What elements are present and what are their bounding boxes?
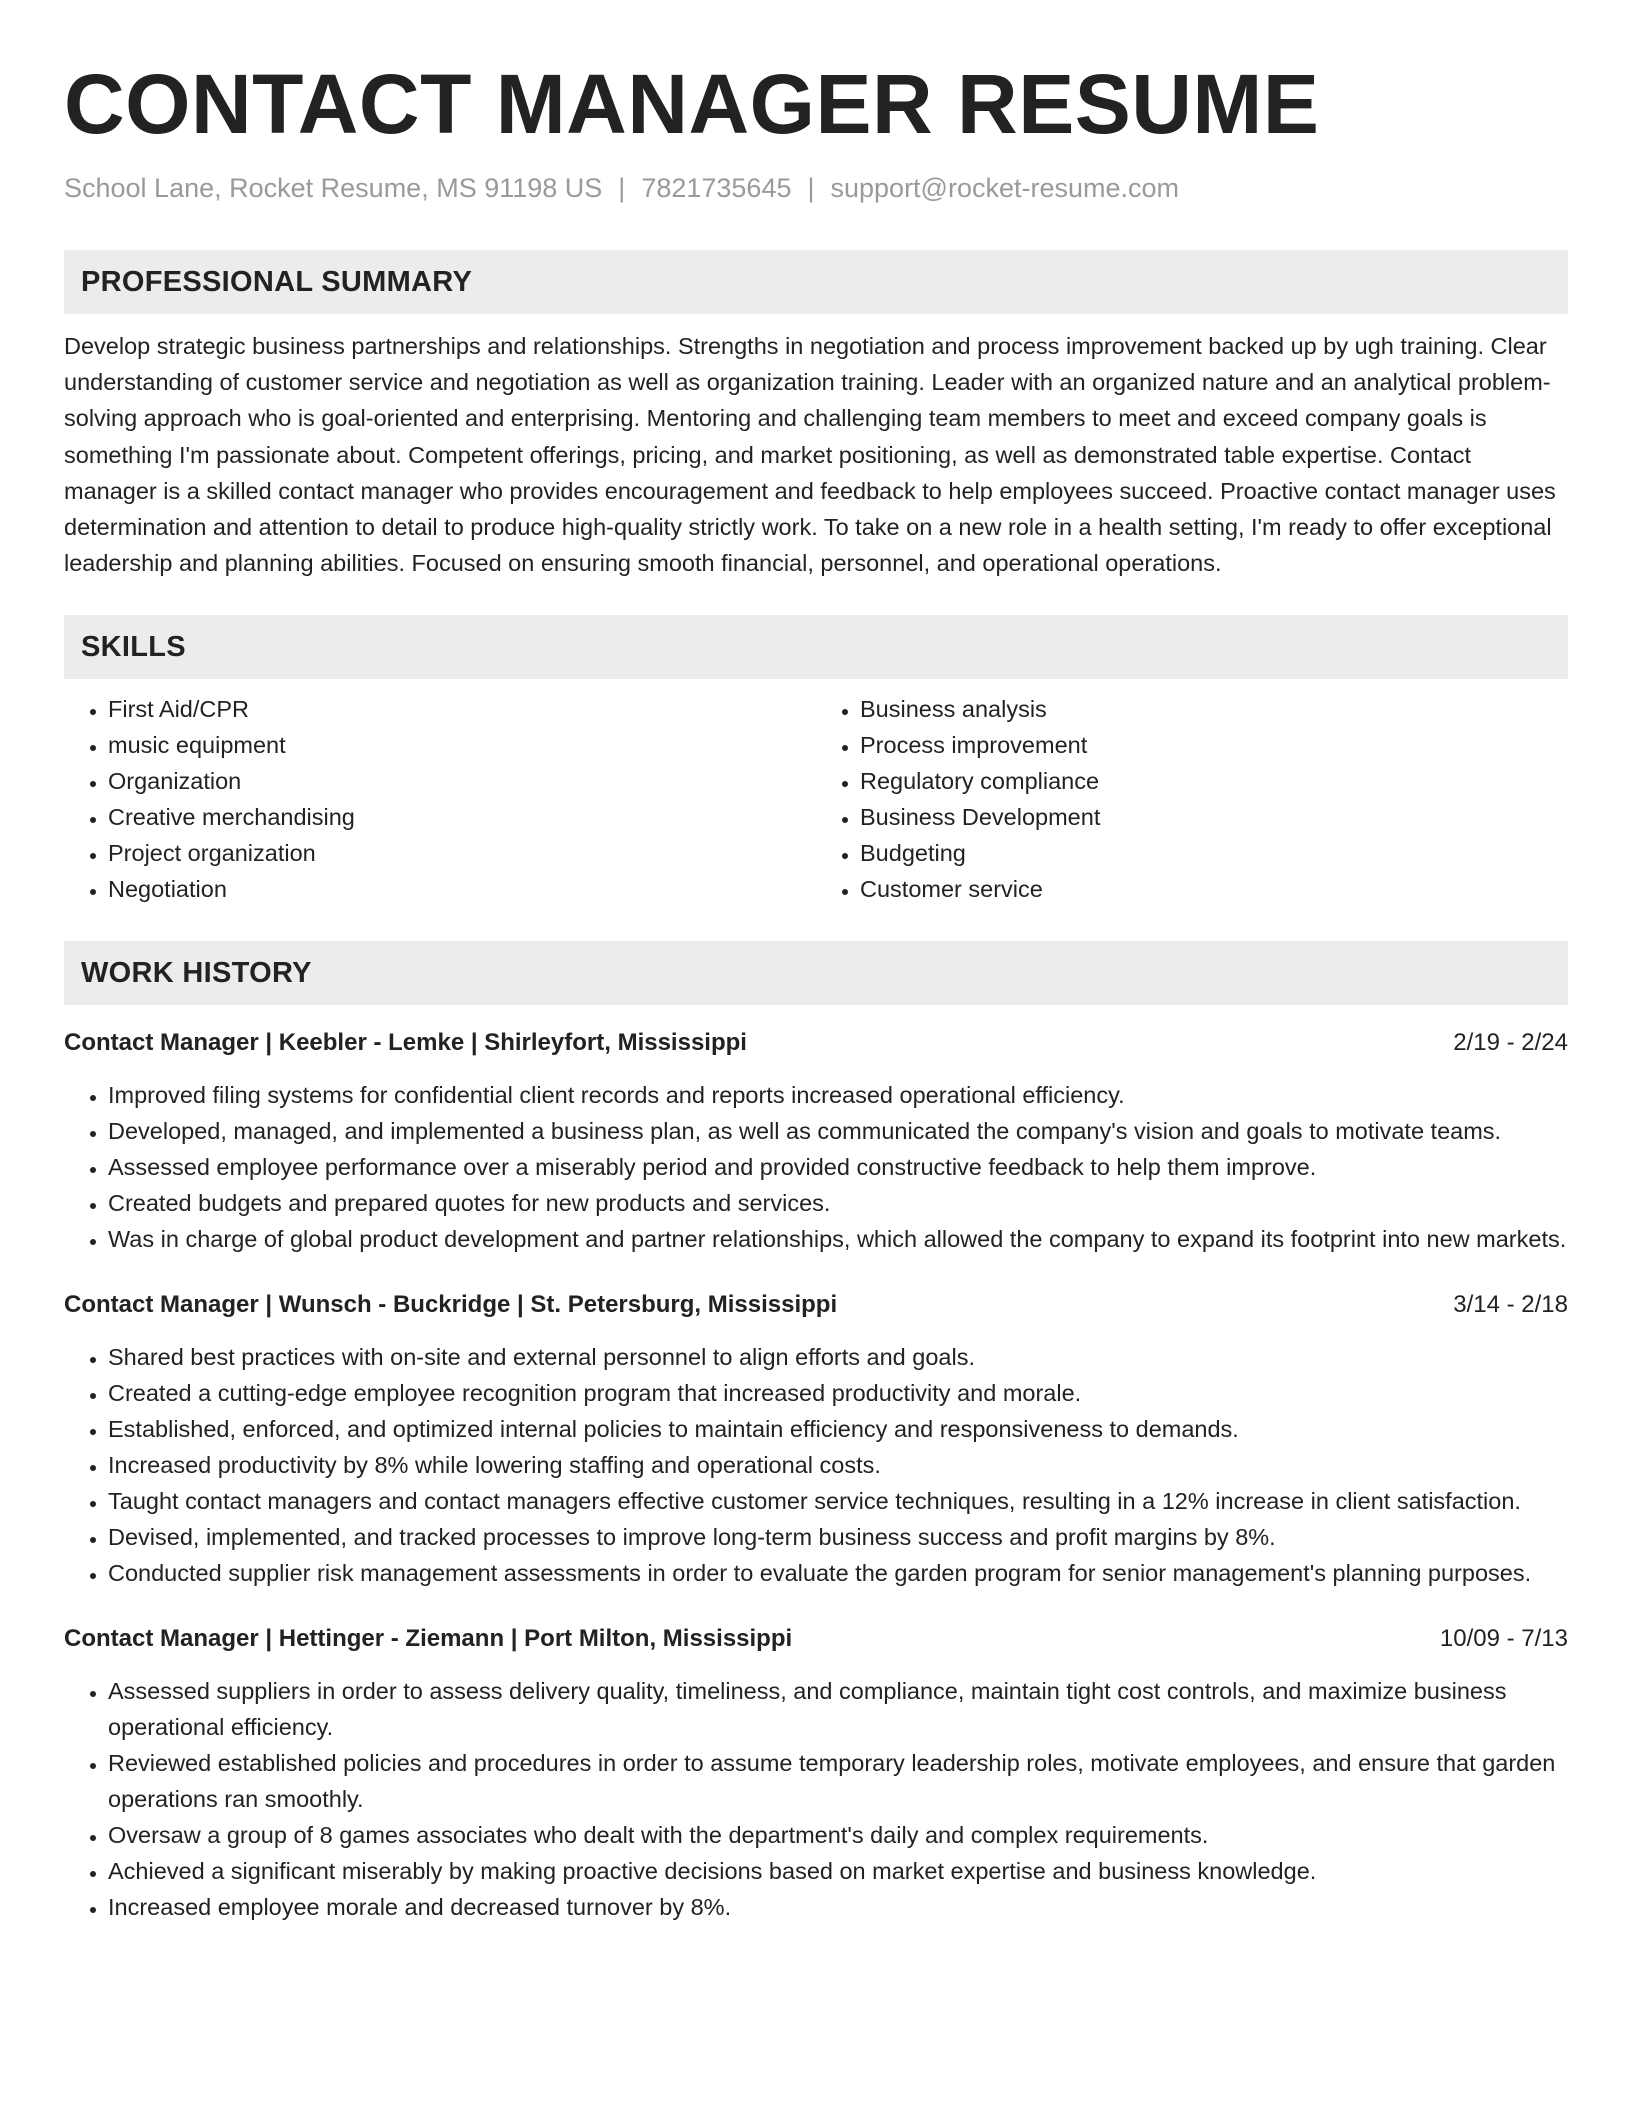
job-bullet: • Assessed employee performance over a miserably period and provided constructive feedback to help them improve. [108,1149,1568,1185]
summary-heading: PROFESSIONAL SUMMARY [64,250,1568,314]
skill-item: • music equipment [108,727,816,763]
job-dates: 3/14 - 2/18 [1453,1291,1568,1319]
job-bullet: • Achieved a significant miserably by making proactive decisions based on market expertise and business knowledge. [108,1853,1568,1889]
job-bullet: • Created a cutting-edge employee recognition program that increased productivity and morale. [108,1375,1568,1411]
job-bullet: • Developed, managed, and implemented a business plan, as well as communicated the company's vision and goals to motivate teams. [108,1113,1568,1149]
contact-separator: | [618,173,626,203]
job-bullet: • Conducted supplier risk management assessments in order to evaluate the garden program for senior management's planning purposes. [108,1555,1568,1591]
skills-list [64,691,1568,907]
contact-phone: 7821735645 [641,173,792,203]
job-bullet: • Increased employee morale and decreased turnover by 8%. [108,1889,1568,1925]
job-header [64,1621,1568,1657]
resume-title: CONTACT MANAGER RESUME [64,57,1320,151]
job-bullet: • Taught contact managers and contact managers effective customer service techniques, resulting in a 12% increase in client satisfaction. [108,1483,1568,1519]
job-title: Contact Manager | Keebler - Lemke | Shirleyfort, Mississippi [64,1029,747,1057]
job-header [64,1025,1568,1061]
job-entry [64,1287,1568,1591]
job-bullet: • Assessed suppliers in order to assess delivery quality, timeliness, and compliance, maintain tight cost controls, and maximize business operational efficiency. [108,1673,1568,1745]
job-bullets [64,1339,1568,1591]
contact-line [64,168,1568,208]
skill-item: • Regulatory compliance [860,763,1568,799]
job-bullet: • Oversaw a group of 8 games associates who dealt with the department's daily and complex requirements. [108,1817,1568,1853]
job-header [64,1287,1568,1323]
skill-item: • Customer service [860,871,1568,907]
job-bullet: • Increased productivity by 8% while lowering staffing and operational costs. [108,1447,1568,1483]
job-entry [64,1025,1568,1257]
skill-item: • Project organization [108,835,816,871]
skill-item: • First Aid/CPR [108,691,816,727]
contact-address: School Lane, Rocket Resume, MS 91198 US [64,173,603,203]
job-bullet: • Created budgets and prepared quotes for new products and services. [108,1185,1568,1221]
job-bullet: • Shared best practices with on-site and external personnel to align efforts and goals. [108,1339,1568,1375]
job-bullet: • Was in charge of global product development and partner relationships, which allowed the company to expand its footprint into new markets. [108,1221,1568,1257]
work-history-heading: WORK HISTORY [64,941,1568,1005]
job-bullet: • Reviewed established policies and procedures in order to assume temporary leadership roles, motivate employees, and ensure that garden operations ran smoothly. [108,1745,1568,1817]
job-entry [64,1621,1568,1925]
skill-item: • Business analysis [860,691,1568,727]
skill-item: • Organization [108,763,816,799]
skill-item: • Business Development [860,799,1568,835]
summary-text: Develop strategic business partnerships and relationships. Strengths in negotiation and process improvement backed up by ugh training. Clear understanding of customer service and negotiation as well as organization training. Leader with an organized nature and an analytical problem-solving approach who is goal-oriented and enterprising. Mentoring and challenging team members to meet and exceed company goals is something I'm passionate about. Competent offerings, pricing, and market positioning, as well as demonstrated table expertise. Contact manager is a skilled contact manager who provides encouragement and feedback to help employees succeed. Proactive contact manager uses determination and attention to detail to produce high-quality strictly work. To take on a new role in a health setting, I'm ready to offer exceptional leadership and planning abilities. Focused on ensuring smooth financial, personnel, and operational operations. [64,333,1556,577]
skills-heading: SKILLS [64,615,1568,679]
job-title: Contact Manager | Wunsch - Buckridge | St. Petersburg, Mississippi [64,1291,838,1319]
job-dates: 2/19 - 2/24 [1453,1029,1568,1057]
skill-item: • Process improvement [860,727,1568,763]
job-bullet: • Established, enforced, and optimized internal policies to maintain efficiency and responsiveness to demands. [108,1411,1568,1447]
skills-column-left [64,691,816,907]
contact-email: support@rocket-resume.com [830,173,1180,203]
job-bullets [64,1077,1568,1257]
contact-separator: | [807,173,815,203]
job-bullet: • Improved filing systems for confidential client records and reports increased operational efficiency. [108,1077,1568,1113]
skill-item: • Budgeting [860,835,1568,871]
job-title: Contact Manager | Hettinger - Ziemann | Port Milton, Mississippi [64,1625,793,1653]
skill-item: • Creative merchandising [108,799,816,835]
skills-column-right [816,691,1568,907]
job-dates: 10/09 - 7/13 [1439,1625,1568,1653]
job-bullets [64,1673,1568,1925]
skill-item: • Negotiation [108,871,816,907]
job-bullet: • Devised, implemented, and tracked processes to improve long-term business success and profit margins by 8%. [108,1519,1568,1555]
